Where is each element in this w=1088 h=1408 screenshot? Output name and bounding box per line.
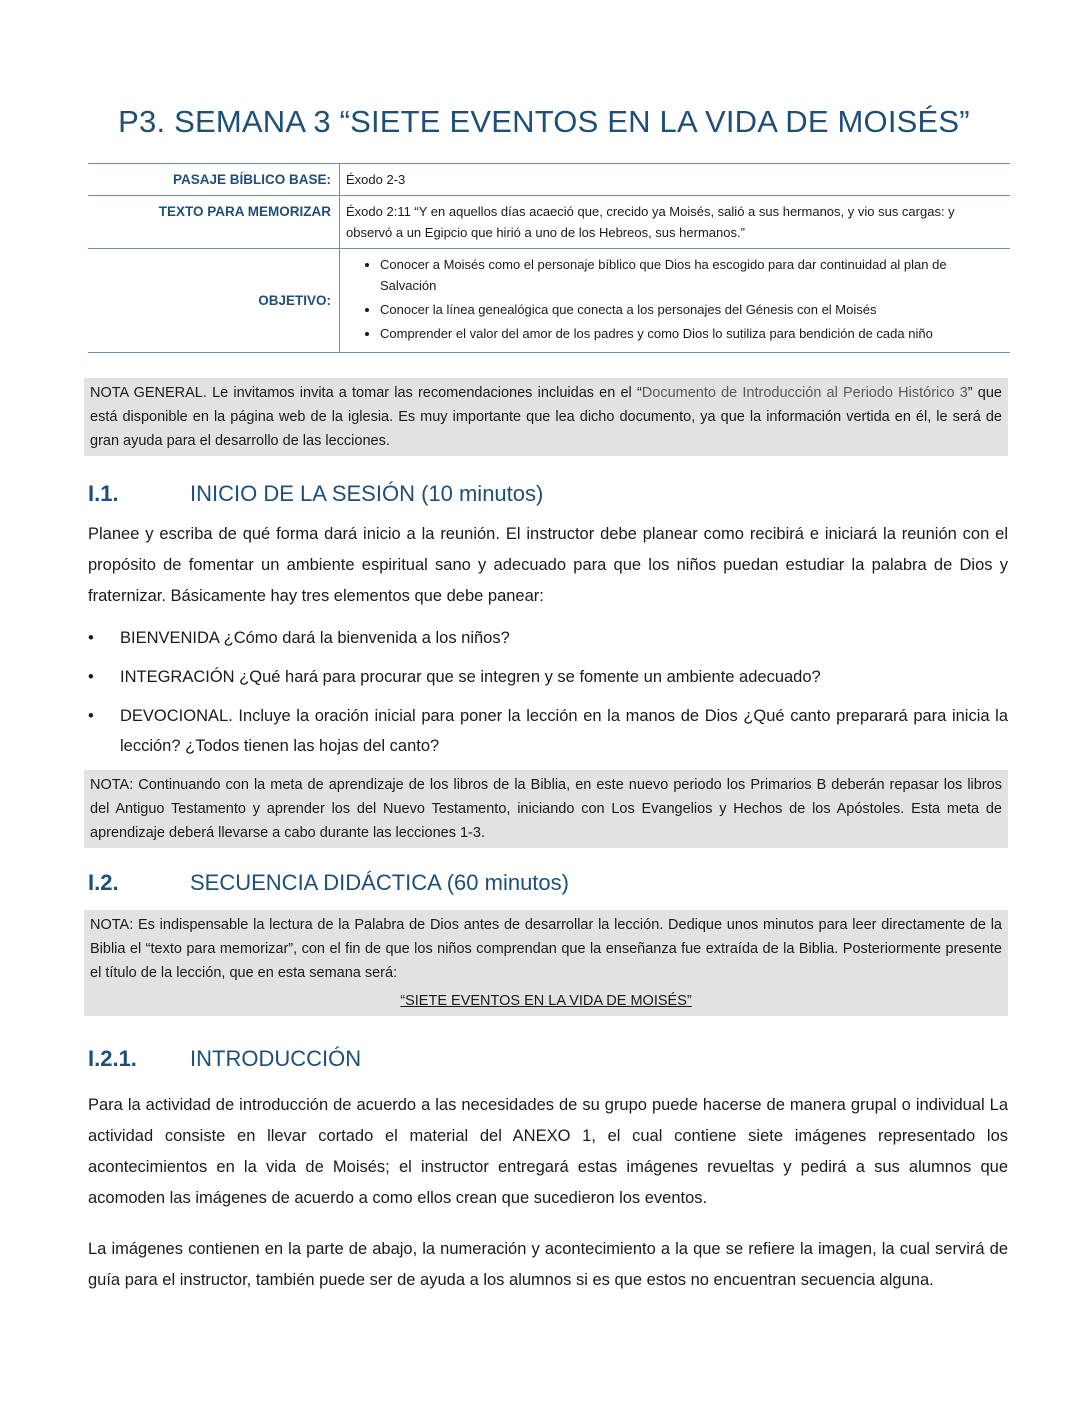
- section-2-nota-text: NOTA: Es indispensable la lectura de la Palabra de Dios antes de desarrollar la lección. Dedique unos minutos para leer directamente de la Biblia el “texto para memorizar”, con el fin de que los niños comprendan que la enseñanza fue extraída de la Biblia. Posteriormente presente el título de la lección, que en esta semana será:: [90, 917, 1002, 981]
- objetivo-item: • Comprender el valor del amor de los padres y como Dios lo sutiliza para bendición de cada niño: [380, 323, 1004, 347]
- section-1-bullets: [88, 623, 1008, 770]
- section-1-intro: Planee y escriba de qué forma dará inicio a la reunión. El instructor debe planear como recibirá e iniciará la reunión con el propósito de fomentar un ambiente espiritual sano y adecuado para que los niños puedan estudiar la palabra de Dios y fraternizar. Básicamente hay tres elementos que debe panear:: [88, 525, 1008, 605]
- nota-general-text-1: NOTA GENERAL. Le invitamos invita a tomar las recomendaciones incluidas en el “: [90, 385, 642, 401]
- objetivo-row: [88, 249, 1010, 353]
- section-1-title: INICIO DE LA SESIÓN (10 minutos): [190, 481, 544, 506]
- objetivo-label: OBJETIVO:: [88, 249, 340, 353]
- objetivo-list-cell: [340, 249, 1011, 353]
- nota-general-doc-title: Documento de Introducción al Periodo Histórico 3: [641, 385, 968, 401]
- pasaje-label: PASAJE BÍBLICO BASE:: [88, 164, 340, 196]
- section-1-heading: [88, 481, 543, 507]
- introduccion-paragraph-1: Para la actividad de introducción de acuerdo a las necesidades de su grupo puede hacerse de manera grupal o individual La actividad consiste en llevar cortado el material del ANEXO 1, el cual contiene siete imágenes representado los acontecimientos en la vida de Moisés; el instructor entregará estas imágenes revueltas y pedirá a sus alumnos que acomoden las imágenes de acuerdo a como ellos crean que sucedieron los eventos.: [88, 1096, 1008, 1207]
- page-title: P3. SEMANA 3 “SIETE EVENTOS EN LA VIDA DE MOISÉS”: [118, 104, 970, 139]
- pasaje-value: Éxodo 2-3: [346, 172, 406, 187]
- texto-row: [88, 196, 1010, 249]
- texto-value: Éxodo 2:11 “Y en aquellos días acaeció que, crecido ya Moisés, salió a sus hermanos, y vio sus cargas: y observó a un Egipcio que hirió a uno de los Hebreos, sus hermanos.”: [346, 204, 955, 240]
- section-2-nota: [84, 910, 1008, 1016]
- lesson-title-callout: “SIETE EVENTOS EN LA VIDA DE MOISÉS”: [400, 993, 692, 1009]
- section-2-1-number: I.2.1.: [88, 1046, 137, 1071]
- bullet-devocional: • DEVOCIONAL. Incluye la oración inicial para poner la lección en la manos de Dios ¿Qué canto preparará para inicia la lección? ¿Todos tienen las hojas del canto?: [88, 701, 1008, 761]
- section-1-number: I.1.: [88, 481, 119, 506]
- nota-general-text-2: ” que está disponible en la página web de la iglesia. Es muy importante que lea dicho documento, ya que la información vertida en él, le será de gran ayuda para el desarrollo de las lecciones.: [90, 385, 1002, 449]
- bullet-integracion: • INTEGRACIÓN ¿Qué hará para procurar que se integren y se fomente un ambiente adecuado?: [88, 662, 1008, 692]
- texto-label: TEXTO PARA MEMORIZAR: [88, 196, 340, 249]
- section-2-1-heading: [88, 1046, 361, 1072]
- section-2-number: I.2.: [88, 870, 119, 895]
- objetivo-item: • Conocer la línea genealógica que conecta a los personajes del Génesis con el Moisés: [380, 299, 1004, 323]
- objetivo-list: [346, 254, 1004, 347]
- pasaje-row: [88, 164, 1010, 196]
- bullet-bienvenida: • BIENVENIDA ¿Cómo dará la bienvenida a los niños?: [88, 623, 1008, 653]
- section-1-nota: NOTA: Continuando con la meta de aprendizaje de los libros de la Biblia, en este nuevo periodo los Primarios B deberán repasar los libros del Antiguo Testamento y aprender los del Nuevo Testamento, iniciando con Los Evangelios y Hechos de los Apóstoles. Esta meta de aprendizaje deberá llevarse a cabo durante las lecciones 1-3.: [84, 770, 1008, 848]
- introduccion-paragraph-2: La imágenes contienen en la parte de abajo, la numeración y acontecimiento a la que se refiere la imagen, la cual servirá de guía para el instructor, también puede ser de ayuda a los alumnos si es que estos no encuentran secuencia alguna.: [88, 1240, 1008, 1289]
- lesson-info-table: [88, 163, 1010, 353]
- nota-general: [84, 378, 1008, 456]
- objetivo-item: • Conocer a Moisés como el personaje bíblico que Dios ha escogido para dar continuidad al plan de Salvación: [380, 254, 1004, 299]
- section-2-title: SECUENCIA DIDÁCTICA (60 minutos): [190, 870, 569, 895]
- section-2-heading: [88, 870, 569, 896]
- section-2-1-title: INTRODUCCIÓN: [190, 1046, 362, 1071]
